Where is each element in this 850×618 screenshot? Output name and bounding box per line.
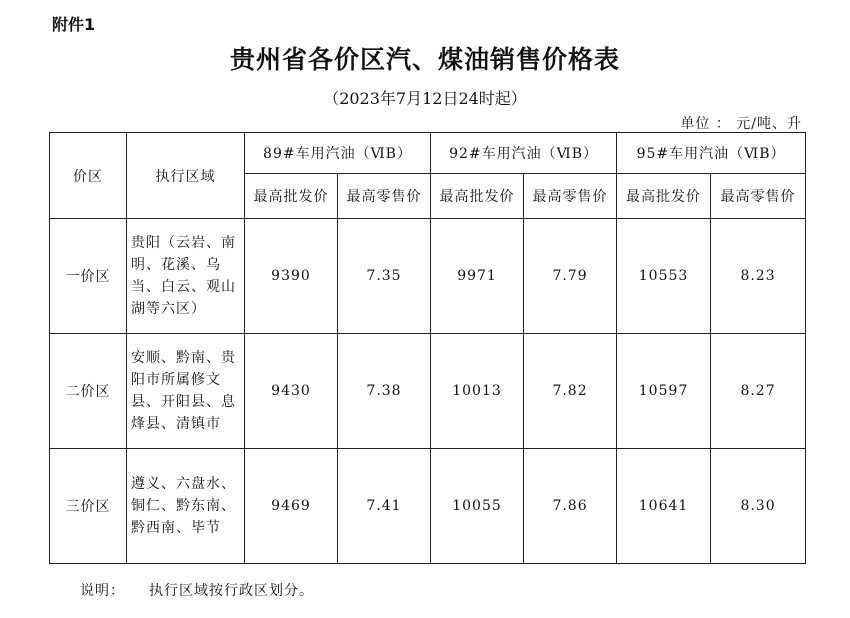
effective-date: （2023年7月12日24时起） [323, 89, 527, 108]
value-cell: 10553 [617, 219, 711, 334]
header-wholesale-89: 最高批发价 [245, 174, 338, 219]
header-retail-92: 最高零售价 [524, 174, 617, 219]
value-cell: 7.86 [524, 449, 617, 564]
value-cell: 8.27 [711, 334, 806, 449]
table-row [50, 334, 806, 449]
table-row [50, 219, 806, 334]
header-product-95: 95#车用汽油（ⅥB） [617, 133, 806, 174]
region-cell: 遵义、六盘水、铜仁、黔东南、黔西南、毕节 [127, 449, 245, 564]
footnote-text: 执行区域按行政区划分。 [149, 583, 314, 599]
header-retail-95: 最高零售价 [711, 174, 806, 219]
region-cell: 贵阳（云岩、南明、花溪、乌当、白云、观山湖等六区） [127, 219, 245, 334]
header-wholesale-92: 最高批发价 [431, 174, 524, 219]
value-cell: 7.79 [524, 219, 617, 334]
zone-cell: 一价区 [50, 219, 127, 334]
value-cell: 7.82 [524, 334, 617, 449]
table-row [50, 449, 806, 564]
value-cell: 10597 [617, 334, 711, 449]
header-wholesale-95: 最高批发价 [617, 174, 711, 219]
header-product-89: 89#车用汽油（ⅥB） [245, 133, 431, 174]
zone-cell: 二价区 [50, 334, 127, 449]
zone-cell: 三价区 [50, 449, 127, 564]
value-cell: 9390 [245, 219, 338, 334]
value-cell: 10641 [617, 449, 711, 564]
region-cell: 安顺、黔南、贵阳市所属修文县、开阳县、息烽县、清镇市 [127, 334, 245, 449]
footnote-label: 说明： [80, 583, 125, 599]
header-zone: 价区 [50, 133, 127, 219]
attachment-label: 附件1 [52, 15, 96, 34]
value-cell: 9971 [431, 219, 524, 334]
value-cell: 7.35 [338, 219, 431, 334]
value-cell: 7.38 [338, 334, 431, 449]
unit-label: 单位 ： 元/吨、升 [680, 116, 802, 132]
header-retail-89: 最高零售价 [338, 174, 431, 219]
value-cell: 9469 [245, 449, 338, 564]
header-region: 执行区域 [127, 133, 245, 219]
document-title: 贵州省各价区汽、煤油销售价格表 [229, 45, 620, 74]
footnote [80, 580, 314, 600]
value-cell: 8.30 [711, 449, 806, 564]
value-cell: 10055 [431, 449, 524, 564]
value-cell: 8.23 [711, 219, 806, 334]
value-cell: 10013 [431, 334, 524, 449]
price-table [49, 132, 806, 564]
header-product-92: 92#车用汽油（ⅥB） [431, 133, 617, 174]
value-cell: 9430 [245, 334, 338, 449]
value-cell: 7.41 [338, 449, 431, 564]
